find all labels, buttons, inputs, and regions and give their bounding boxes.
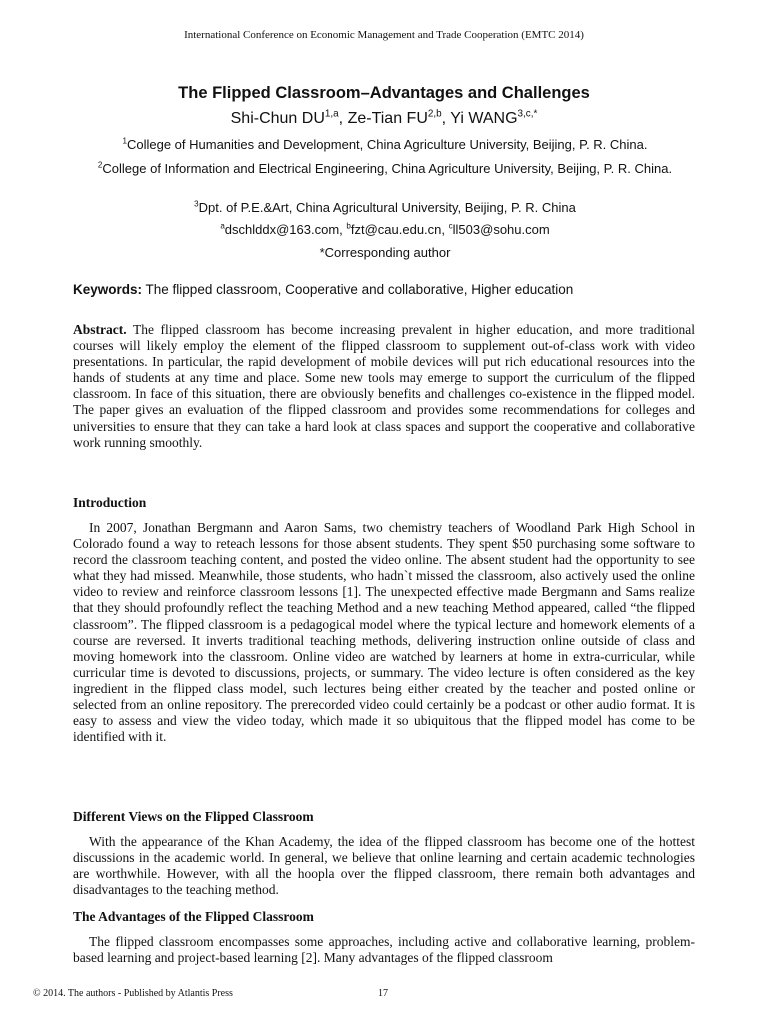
advantages-body: [73, 934, 695, 966]
email-text: fzt@cau.edu.cn,: [350, 222, 449, 237]
author-name: Ze-Tian FU: [347, 110, 428, 127]
abstract-text: The flipped classroom has become increasing prevalent in higher education, and more traditional courses will likely employ the element of the flipped classroom to supplement out-of-class work with video presentations. In particular, the rapid development of mobile devices will put rich educational resources into the hands of students at any time and place. Some new tools may emerge to support the curriculum of the flipped classroom. In face of this situation, there are obviously benefits and challenges co-existence in the flipped model. The paper gives an evaluation of the flipped classroom and provides some recommendations for colleges and universities to ensure that they can take a hard look at class spaces and support the cooperative and collaborative work running smoothly.: [73, 322, 695, 450]
author-superscript: 3,c,*: [517, 108, 538, 120]
email-superscript: c: [448, 221, 453, 231]
email-list: [90, 222, 680, 238]
keywords-label: Keywords:: [73, 282, 143, 297]
section-heading-advantages: The Advantages of the Flipped Classroom: [73, 909, 314, 924]
author-separator: ,: [441, 110, 451, 127]
abstract: [73, 322, 695, 451]
author-name: Shi-Chun DU: [230, 110, 325, 127]
email-text: ll503@sohu.com: [452, 222, 550, 237]
advantages-paragraph: The flipped classroom encompasses some approaches, including active and collaborative learning, problem-based learning and project-based learning [2]. Many advantages of the flipped classroom: [73, 934, 695, 966]
email-superscript: a: [220, 221, 225, 231]
corresponding-author-note: *Corresponding author: [319, 245, 451, 260]
different-views-paragraph: With the appearance of the Khan Academy, the idea of the flipped classroom has become one of the hottest discussions in the academic world. In general, we believe that online learning and certain academic technologies are worthwhile. However, with all the hoopla over the flipped classroom, there remain both advantages and disadvantages to the teaching method.: [73, 834, 695, 898]
conference-header: International Conference on Economic Management and Trade Cooperation (EMTC 2014): [184, 29, 584, 41]
author-superscript: 2,b: [427, 108, 442, 120]
author-name: Yi WANG: [450, 110, 518, 127]
introduction-paragraph: In 2007, Jonathan Bergmann and Aaron Sams, two chemistry teachers of Woodland Park High School in Colorado found a way to reteach lessons for those absent students. They spent $50 purchasing some software to record the classroom teaching content, and posted the video online. The absent student had the opportunity to see what they had missed. Meanwhile, those students, who hadn`t missed the classroom, also actively used the online video to review and reinforce classroom lessons [1]. The unexpected effective made Bergmann and Sams realize that they should profoundly reflect the teaching Method and a new teaching Method appeared, called “the flipped classroom”. The flipped classroom is a pedagogical model where the typical lecture and homework elements of a course are reversed. It inverts traditional teaching methods, delivering instruction online outside of class and moving homework into the classroom. Online video are watched by learners at home in extra-curricular, while curricular time is devoted to discussions, projects, or summary. The video lecture is often considered as the key ingredient in the flipped class model, such lectures being either created by the teacher and posted online or selected from an online repository. The prerecorded video could certainly be a podcast or other audio format. It is easy to assess and view the video today, which made it so ubiquitous that the flipped model has come to be identified with it.: [73, 520, 695, 745]
section-heading-different-views: Different Views on the Flipped Classroom: [73, 809, 314, 824]
author-list: [0, 110, 768, 128]
author-separator: ,: [338, 110, 348, 127]
abstract-label: Abstract.: [73, 322, 127, 337]
affiliation-text: Dpt. of P.E.&Art, China Agricultural University, Beijing, P. R. China: [198, 200, 576, 215]
keywords: [73, 282, 698, 297]
footer-copyright: © 2014. The authors - Published by Atlantis Press: [33, 988, 233, 999]
affiliation-text: College of Information and Electrical Engineering, China Agriculture University, Beijing, P. R. China.: [102, 161, 673, 176]
affiliation-3: [90, 200, 680, 216]
introduction-body: [73, 520, 695, 745]
section-heading-introduction: Introduction: [73, 495, 147, 510]
affiliation-superscript: 3: [194, 199, 199, 209]
different-views-body: [73, 834, 695, 898]
paper-title: The Flipped Classroom–Advantages and Challenges: [178, 84, 590, 102]
page-number: 17: [378, 988, 388, 999]
affiliation-superscript: 2: [97, 160, 103, 170]
email-superscript: b: [346, 221, 351, 231]
keywords-text: The flipped classroom, Cooperative and collaborative, Higher education: [142, 282, 574, 297]
affiliation-superscript: 1: [122, 136, 127, 146]
email-text: dschlddx@163.com,: [224, 222, 347, 237]
affiliation-text: College of Humanities and Development, China Agriculture University, Beijing, P. R. China.: [126, 137, 648, 152]
author-superscript: 1,a: [324, 108, 339, 120]
affiliation-2: [90, 161, 680, 177]
affiliation-1: [90, 137, 680, 153]
